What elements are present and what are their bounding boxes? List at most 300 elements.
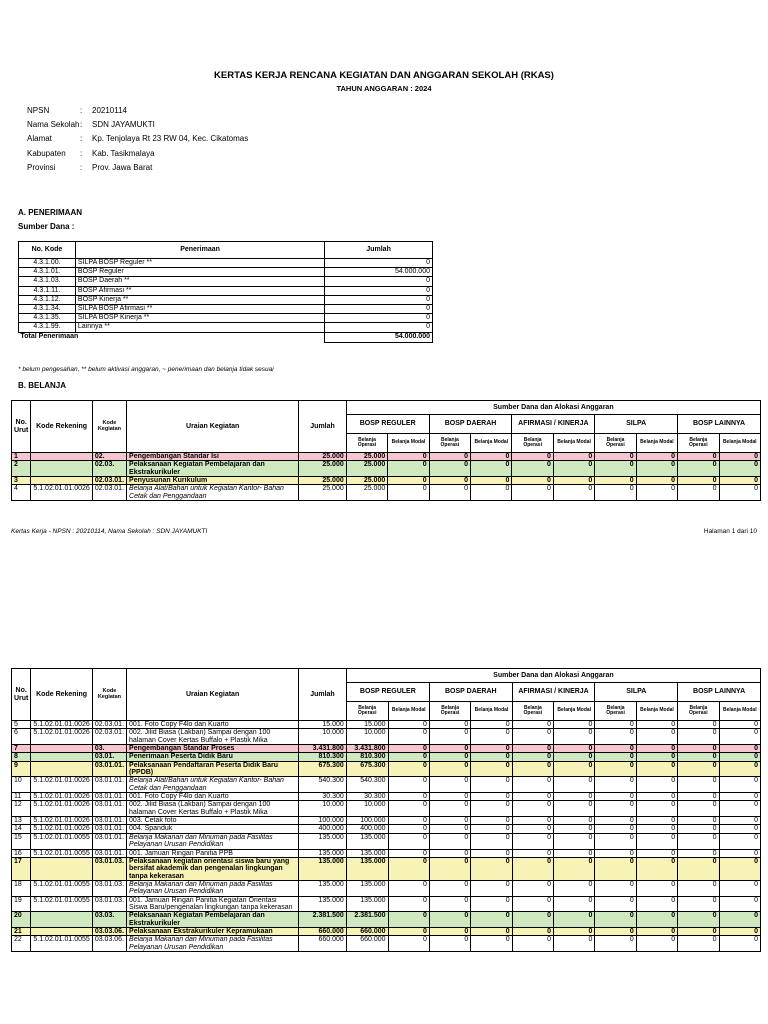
no-cell: 22 — [12, 936, 31, 952]
alokasi-cell: 0 — [554, 857, 595, 880]
col-header-uraian: Uraian Kegiatan — [127, 401, 299, 453]
info-row-kabupaten: Kabupaten : Kab. Tasikmalaya — [27, 148, 155, 158]
uraian-cell: Penerimaan Peserta Didik Baru — [127, 753, 299, 761]
alokasi-cell: 0 — [595, 461, 636, 477]
alokasi-cell: 0 — [595, 912, 636, 928]
alokasi-cell: 0 — [719, 753, 760, 761]
page-gap — [0, 555, 768, 640]
alokasi-cell: 0 — [429, 927, 470, 935]
penerimaan-cell: BOSP Daerah ** — [75, 277, 324, 286]
alokasi-cell: 0 — [719, 485, 761, 501]
kode-rekening-cell: 5.1.02.01.01.0026 — [31, 485, 92, 501]
penerimaan-row — [19, 259, 433, 268]
kode-kegiatan-cell: 03.01.01. — [92, 801, 126, 817]
alokasi-cell: 0 — [512, 453, 553, 461]
alokasi-cell: 0 — [595, 857, 636, 880]
uraian-cell: 003. Cetak foto — [127, 817, 299, 825]
no-cell: 10 — [12, 777, 31, 793]
total-label: Total Penerimaan — [19, 332, 325, 342]
alokasi-cell: 0 — [471, 801, 512, 817]
alokasi-cell: 0 — [429, 753, 470, 761]
jumlah-cell: 135.000 — [299, 833, 347, 849]
kode-rekening-cell: 5.1.02.01.01.0055 — [31, 849, 92, 857]
alokasi-cell: 0 — [429, 793, 470, 801]
col-header: Jumlah — [325, 242, 433, 259]
alokasi-cell: 0 — [388, 833, 429, 849]
alokasi-cell: 0 — [678, 477, 719, 485]
no-cell: 19 — [12, 896, 31, 912]
jumlah-cell: 15.000 — [299, 721, 347, 729]
col-header-modal: Belanja Modal — [388, 434, 429, 453]
kode-rekening-cell: 5.1.02.01.01.0055 — [31, 936, 92, 952]
no-cell: 21 — [12, 927, 31, 935]
alokasi-cell: 0 — [636, 745, 677, 753]
alokasi-cell: 0 — [719, 761, 760, 777]
penerimaan-cell: BOSP Reguler — [75, 268, 324, 277]
alokasi-cell: 0 — [388, 485, 429, 501]
alokasi-cell: 15.000 — [346, 721, 388, 729]
info-value: Kab. Tasikmalaya — [92, 148, 155, 158]
alokasi-cell: 0 — [471, 849, 512, 857]
document-subtitle: TAHUN ANGGARAN : 2024 — [336, 84, 432, 93]
alokasi-cell: 0 — [678, 761, 719, 777]
uraian-cell: Pelaksanaan Ekstrakurikuler Kepramukaan — [127, 927, 299, 935]
alokasi-cell: 0 — [388, 453, 429, 461]
school-info — [27, 103, 248, 175]
alokasi-cell: 0 — [512, 461, 553, 477]
alokasi-cell: 0 — [636, 825, 677, 833]
belanja-table-page-1 — [11, 400, 761, 501]
jumlah-cell: 135.000 — [299, 857, 347, 880]
alokasi-cell: 0 — [678, 817, 719, 825]
info-label: NPSN — [27, 105, 50, 115]
alokasi-cell: 0 — [719, 896, 760, 912]
no-cell: 13 — [12, 817, 31, 825]
jumlah-cell: 0 — [325, 277, 433, 286]
col-header-jumlah: Jumlah — [299, 401, 346, 453]
col-header-modal: Belanja Modal — [719, 702, 760, 721]
alokasi-cell: 10.000 — [346, 801, 388, 817]
alokasi-cell: 0 — [388, 825, 429, 833]
alokasi-cell: 0 — [678, 936, 719, 952]
alokasi-cell: 25.000 — [346, 477, 388, 485]
alokasi-cell: 0 — [429, 801, 470, 817]
alokasi-cell: 0 — [553, 485, 594, 501]
alokasi-cell: 0 — [388, 857, 429, 880]
jumlah-cell: 25.000 — [299, 485, 346, 501]
alokasi-cell: 100.000 — [346, 817, 388, 825]
col-header-group: BOSP LAINNYA — [678, 415, 761, 434]
alokasi-cell: 0 — [429, 461, 470, 477]
alokasi-cell: 0 — [388, 761, 429, 777]
alokasi-cell: 0 — [512, 761, 553, 777]
no-cell: 2 — [12, 461, 31, 477]
alokasi-cell: 0 — [429, 825, 470, 833]
uraian-cell: Pelaksanaan kegiatan orientasi siswa baru yang bersifat akademik dan pengenalan lingkungan tanpa kekerasan — [127, 857, 299, 880]
alokasi-cell: 0 — [554, 817, 595, 825]
alokasi-cell: 0 — [429, 833, 470, 849]
no-cell: 18 — [12, 880, 31, 896]
info-value: Prov. Jawa Barat — [92, 163, 153, 173]
kode-cell: 4.3.1.34. — [19, 304, 76, 313]
penerimaan-cell: SILPA BOSP Reguler ** — [75, 259, 324, 268]
alokasi-cell: 0 — [429, 453, 470, 461]
kode-rekening-cell: 5.1.02.01.01.0055 — [31, 896, 92, 912]
alokasi-cell: 0 — [553, 477, 594, 485]
kode-rekening-cell: 5.1.02.01.01.0026 — [31, 793, 92, 801]
belanja-table-page-2 — [11, 668, 761, 952]
alokasi-cell: 0 — [636, 849, 677, 857]
alokasi-cell: 3.431.800 — [346, 745, 388, 753]
col-header-group: BOSP DAERAH — [429, 683, 512, 702]
alokasi-cell: 0 — [595, 849, 636, 857]
alokasi-cell: 25.000 — [346, 485, 388, 501]
no-cell: 15 — [12, 833, 31, 849]
kode-rekening-cell — [31, 761, 92, 777]
alokasi-cell: 0 — [595, 793, 636, 801]
alokasi-cell: 0 — [429, 477, 470, 485]
alokasi-cell: 0 — [388, 753, 429, 761]
kode-cell: 4.3.1.11. — [19, 286, 76, 295]
kode-kegiatan-cell: 03.01.01. — [92, 833, 126, 849]
alokasi-cell: 0 — [636, 927, 677, 935]
kode-rekening-cell — [31, 927, 92, 935]
kode-rekening-cell: 5.1.02.01.01.0026 — [31, 817, 92, 825]
kode-kegiatan-cell: 03.03. — [92, 912, 126, 928]
col-header-modal: Belanja Modal — [636, 702, 677, 721]
alokasi-cell: 0 — [471, 485, 512, 501]
alokasi-cell: 25.000 — [346, 461, 388, 477]
alokasi-cell: 0 — [512, 936, 553, 952]
alokasi-cell: 0 — [429, 745, 470, 753]
kode-kegiatan-cell: 03.03.06. — [92, 936, 126, 952]
alokasi-cell: 0 — [595, 825, 636, 833]
alokasi-cell: 0 — [471, 721, 512, 729]
section-penerimaan-title: A. PENERIMAAN — [18, 208, 83, 217]
alokasi-cell: 0 — [388, 849, 429, 857]
uraian-cell: Belanja Alat/Bahan untuk Kegiatan Kantor- Bahan Cetak dan Penggandaan — [127, 485, 299, 501]
kode-rekening-cell — [31, 477, 92, 485]
alokasi-cell: 0 — [719, 817, 760, 825]
alokasi-cell: 0 — [595, 801, 636, 817]
col-header-group: BOSP DAERAH — [429, 415, 512, 434]
alokasi-cell: 0 — [678, 896, 719, 912]
col-header-modal: Belanja Modal — [388, 702, 429, 721]
col-header-group: SILPA — [595, 683, 678, 702]
alokasi-cell: 0 — [719, 453, 761, 461]
col-header-group: AFIRMASI / KINERJA — [512, 683, 595, 702]
kode-cell: 4.3.1.35. — [19, 314, 76, 323]
uraian-cell: 001. Foto Copy F4lo dan Kuarto — [127, 793, 299, 801]
jumlah-cell: 0 — [325, 304, 433, 313]
alokasi-cell: 0 — [429, 721, 470, 729]
kode-rekening-cell: 5.1.02.01.01.0055 — [31, 833, 92, 849]
kode-cell: 4.3.1.03. — [19, 277, 76, 286]
kode-kegiatan-cell: 03.03.06. — [92, 927, 126, 935]
alokasi-cell: 0 — [512, 833, 553, 849]
info-value: SDN JAYAMUKTI — [92, 120, 155, 130]
col-header-modal: Belanja Modal — [471, 434, 512, 453]
col-header-sumber-dana: Sumber Dana dan Alokasi Anggaran — [346, 401, 760, 415]
info-label: Provinsi — [27, 163, 56, 173]
col-header-uraian: Uraian Kegiatan — [127, 669, 299, 721]
alokasi-cell: 10.000 — [346, 729, 388, 745]
alokasi-cell: 0 — [512, 777, 553, 793]
alokasi-cell: 0 — [429, 936, 470, 952]
kode-kegiatan-cell: 03.01.01. — [92, 777, 126, 793]
belanja-row — [12, 729, 761, 745]
jumlah-cell: 0 — [325, 259, 433, 268]
alokasi-cell: 0 — [471, 936, 512, 952]
jumlah-cell: 135.000 — [299, 896, 347, 912]
alokasi-cell: 0 — [636, 817, 677, 825]
kode-rekening-cell — [31, 857, 92, 880]
alokasi-cell: 0 — [471, 729, 512, 745]
belanja-row — [12, 485, 761, 501]
belanja-row — [12, 849, 761, 857]
sumber-dana-label: Sumber Dana : — [18, 222, 75, 231]
alokasi-cell: 0 — [429, 761, 470, 777]
alokasi-cell: 0 — [388, 936, 429, 952]
alokasi-cell: 135.000 — [346, 833, 388, 849]
penerimaan-row — [19, 295, 433, 304]
kode-rekening-cell: 5.1.02.01.01.0026 — [31, 721, 92, 729]
belanja-row — [12, 777, 761, 793]
alokasi-cell: 0 — [388, 817, 429, 825]
alokasi-cell: 0 — [554, 833, 595, 849]
alokasi-cell: 0 — [678, 729, 719, 745]
no-cell: 16 — [12, 849, 31, 857]
info-row-alamat: Alamat : Kp. Tenjolaya Rt 23 RW 04, Kec. Cikatomas — [27, 134, 249, 144]
belanja-row — [12, 801, 761, 817]
alokasi-cell: 660.000 — [346, 927, 388, 935]
uraian-cell: Pengembangan Standar Proses — [127, 745, 299, 753]
uraian-cell: Pelaksanaan Pendaftaran Peserta Didik Baru (PPDB) — [127, 761, 299, 777]
jumlah-cell: 25.000 — [299, 477, 346, 485]
kode-rekening-cell — [31, 753, 92, 761]
uraian-cell: Pelaksanaan Kegiatan Pembelajaran dan Ekstrakurikuler — [127, 461, 299, 477]
no-cell: 8 — [12, 753, 31, 761]
alokasi-cell: 0 — [719, 477, 761, 485]
alokasi-cell: 0 — [678, 825, 719, 833]
alokasi-cell: 0 — [554, 896, 595, 912]
alokasi-cell: 0 — [471, 793, 512, 801]
col-header-modal: Belanja Modal — [553, 434, 594, 453]
alokasi-cell: 0 — [719, 777, 760, 793]
alokasi-cell: 0 — [512, 849, 553, 857]
alokasi-cell: 0 — [388, 793, 429, 801]
alokasi-cell: 0 — [595, 880, 636, 896]
alokasi-cell: 0 — [595, 721, 636, 729]
penerimaan-cell: Lainnya ** — [75, 323, 324, 332]
col-header-jumlah: Jumlah — [299, 669, 347, 721]
penerimaan-note: * belum pengesahan, ** belum aktivasi anggaran, ~ penerimaan dan belanja tidak sesuai — [18, 366, 274, 373]
alokasi-cell: 0 — [429, 896, 470, 912]
alokasi-cell: 0 — [636, 777, 677, 793]
uraian-cell: Penyusunan Kurikulum — [127, 477, 299, 485]
alokasi-cell: 0 — [553, 453, 594, 461]
alokasi-cell: 0 — [471, 912, 512, 928]
alokasi-cell: 0 — [554, 729, 595, 745]
alokasi-cell: 0 — [719, 825, 760, 833]
alokasi-cell: 0 — [554, 936, 595, 952]
col-header-operasi: Belanja Operasi — [429, 434, 470, 453]
uraian-cell: Belanja Makanan dan Minuman pada Fasilitas Pelayanan Urusan Pendidikan — [127, 880, 299, 896]
kode-kegiatan-cell: 03.01.01. — [92, 793, 126, 801]
kode-rekening-cell — [31, 912, 92, 928]
alokasi-cell: 0 — [512, 801, 553, 817]
col-header-no: No. Urut — [12, 401, 31, 453]
jumlah-cell: 2.381.500 — [299, 912, 347, 928]
alokasi-cell: 0 — [554, 777, 595, 793]
kode-rekening-cell: 5.1.02.01.01.0026 — [31, 801, 92, 817]
alokasi-cell: 0 — [471, 745, 512, 753]
alokasi-cell: 0 — [719, 793, 760, 801]
col-header-sumber-dana: Sumber Dana dan Alokasi Anggaran — [346, 669, 760, 683]
alokasi-cell: 25.000 — [346, 453, 388, 461]
kode-cell: 4.3.1.12. — [19, 295, 76, 304]
uraian-cell: 001. Jamuan Ringan Panitia PPB — [127, 849, 299, 857]
jumlah-cell: 30.300 — [299, 793, 347, 801]
jumlah-cell: 0 — [325, 323, 433, 332]
alokasi-cell: 0 — [678, 793, 719, 801]
alokasi-cell: 0 — [636, 453, 677, 461]
alokasi-cell: 0 — [388, 880, 429, 896]
alokasi-cell: 0 — [595, 485, 636, 501]
alokasi-cell: 0 — [636, 857, 677, 880]
alokasi-cell: 810.300 — [346, 753, 388, 761]
penerimaan-row — [19, 268, 433, 277]
no-cell: 20 — [12, 912, 31, 928]
uraian-cell: 004. Spanduk — [127, 825, 299, 833]
alokasi-cell: 0 — [554, 761, 595, 777]
alokasi-cell: 0 — [719, 857, 760, 880]
alokasi-cell: 0 — [512, 817, 553, 825]
jumlah-cell: 25.000 — [299, 461, 346, 477]
alokasi-cell: 0 — [388, 745, 429, 753]
col-header: No. Kode — [19, 242, 76, 259]
alokasi-cell: 0 — [388, 896, 429, 912]
alokasi-cell: 0 — [512, 880, 553, 896]
alokasi-cell: 0 — [429, 777, 470, 793]
alokasi-cell: 0 — [595, 777, 636, 793]
belanja-row — [12, 761, 761, 777]
belanja-row — [12, 477, 761, 485]
kode-kegiatan-cell: 02.03. — [92, 461, 126, 477]
no-cell: 12 — [12, 801, 31, 817]
alokasi-cell: 0 — [388, 801, 429, 817]
jumlah-cell: 135.000 — [299, 880, 347, 896]
no-cell: 9 — [12, 761, 31, 777]
alokasi-cell: 0 — [512, 912, 553, 928]
alokasi-cell: 0 — [512, 745, 553, 753]
alokasi-cell: 0 — [678, 880, 719, 896]
col-header-modal: Belanja Modal — [471, 702, 512, 721]
col-header-modal: Belanja Modal — [554, 702, 595, 721]
alokasi-cell: 0 — [678, 857, 719, 880]
alokasi-cell: 0 — [429, 817, 470, 825]
kode-kegiatan-cell: 03.01.03. — [92, 857, 126, 880]
jumlah-cell: 675.300 — [299, 761, 347, 777]
page-2 — [0, 640, 768, 1024]
alokasi-cell: 0 — [471, 880, 512, 896]
penerimaan-table — [18, 241, 433, 343]
alokasi-cell: 0 — [595, 833, 636, 849]
col-header-group: BOSP REGULER — [346, 683, 429, 702]
no-cell: 1 — [12, 453, 31, 461]
belanja-row — [12, 793, 761, 801]
alokasi-cell: 0 — [636, 880, 677, 896]
alokasi-cell: 30.300 — [346, 793, 388, 801]
col-header-kode-kegiatan: Kode Kegiatan — [92, 401, 126, 453]
alokasi-cell: 0 — [512, 857, 553, 880]
kode-rekening-cell: 5.1.02.01.01.0026 — [31, 825, 92, 833]
jumlah-cell: 3.431.800 — [299, 745, 347, 753]
alokasi-cell: 0 — [636, 761, 677, 777]
no-cell: 3 — [12, 477, 31, 485]
jumlah-cell: 0 — [325, 314, 433, 323]
alokasi-cell: 0 — [636, 793, 677, 801]
jumlah-cell: 0 — [325, 286, 433, 295]
uraian-cell: Belanja Alat/Bahan untuk Kegiatan Kantor- Bahan Cetak dan Penggandaan — [127, 777, 299, 793]
no-cell: 6 — [12, 729, 31, 745]
alokasi-cell: 0 — [388, 461, 429, 477]
alokasi-cell: 0 — [636, 461, 677, 477]
jumlah-cell: 810.300 — [299, 753, 347, 761]
alokasi-cell: 0 — [719, 721, 760, 729]
col-header-group: SILPA — [595, 415, 678, 434]
belanja-row — [12, 745, 761, 753]
alokasi-cell: 0 — [636, 833, 677, 849]
kode-cell: 4.3.1.99. — [19, 323, 76, 332]
col-header-operasi: Belanja Operasi — [512, 434, 553, 453]
alokasi-cell: 0 — [719, 880, 760, 896]
col-header-kode-rekening: Kode Rekening — [31, 669, 92, 721]
kode-cell: 4.3.1.00. — [19, 259, 76, 268]
alokasi-cell: 0 — [554, 849, 595, 857]
alokasi-cell: 0 — [554, 721, 595, 729]
penerimaan-row — [19, 277, 433, 286]
belanja-row — [12, 857, 761, 880]
alokasi-cell: 0 — [554, 912, 595, 928]
alokasi-cell: 0 — [636, 912, 677, 928]
info-row-provinsi: Provinsi : Prov. Jawa Barat — [27, 163, 153, 173]
belanja-row — [12, 721, 761, 729]
kode-kegiatan-cell: 02. — [92, 453, 126, 461]
alokasi-cell: 0 — [595, 729, 636, 745]
alokasi-cell: 0 — [719, 927, 760, 935]
alokasi-cell: 0 — [678, 801, 719, 817]
kode-kegiatan-cell: 02.03.01. — [92, 485, 126, 501]
alokasi-cell: 0 — [678, 745, 719, 753]
jumlah-cell: 54.000.000 — [325, 268, 433, 277]
alokasi-cell: 0 — [595, 817, 636, 825]
jumlah-cell: 660.000 — [299, 927, 347, 935]
belanja-row — [12, 453, 761, 461]
alokasi-cell: 0 — [429, 912, 470, 928]
alokasi-cell: 0 — [595, 453, 636, 461]
alokasi-cell: 0 — [512, 793, 553, 801]
jumlah-cell: 0 — [325, 295, 433, 304]
alokasi-cell: 0 — [429, 880, 470, 896]
belanja-row — [12, 880, 761, 896]
col-header-operasi: Belanja Operasi — [678, 702, 719, 721]
kode-kegiatan-cell: 02.03.01. — [92, 721, 126, 729]
alokasi-cell: 135.000 — [346, 849, 388, 857]
uraian-cell: 002. Jilid Biasa (Lakban) Sampai dengan 100 halaman Cover Kertas Buffalo + Plastik Mika — [127, 729, 299, 745]
kode-kegiatan-cell: 02.03.01. — [92, 729, 126, 745]
alokasi-cell: 0 — [471, 817, 512, 825]
